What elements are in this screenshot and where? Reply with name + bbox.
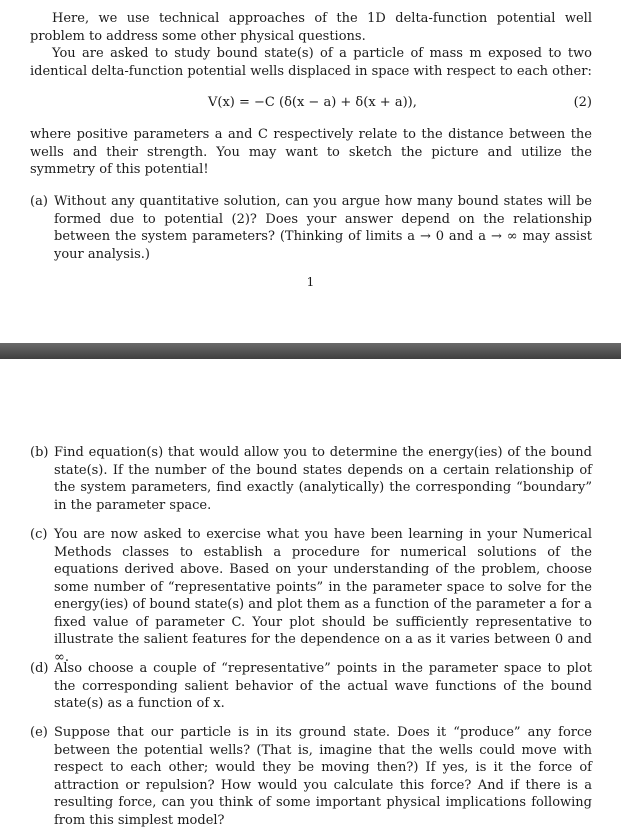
parameters-paragraph: where positive parameters a and C respectively relate to the distance between the wells and their strength. You may want to sketch the picture and utilize the symmetry of this potential!	[30, 127, 592, 177]
task-paragraph: You are asked to study bound state(s) of a particle of mass m exposed to two identical delta-function potential wells displaced in space with respect to each other:	[30, 46, 592, 79]
equation-body: V(x) = −C (δ(x − a) + δ(x + a)),	[208, 95, 417, 110]
question-a-label: (a)	[30, 194, 48, 209]
question-e	[30, 724, 592, 829]
question-d-text: Also choose a couple of “representative” points in the parameter space to plot the corresponding salient behavior of the actual wave functions of the bound state(s) as a function of x.	[54, 661, 592, 711]
question-a-text: Without any quantitative solution, can you argue how many bound states will be formed due to potential (2)? Does your answer depend on the relationship between the system parameters? (Thinking of limits a → 0 and a → ∞ may assist your analysis.)	[54, 194, 592, 262]
question-e-text: Suppose that our particle is in its ground state. Does it “produce” any force between the potential wells? (That is, imagine that the wells could move with respect to each other; would they be moving then?) If yes, is it the force of attraction or repulsion? How would you calculate this force? And if there is a resulting force, can you think of some important physical implications following from this simplest model?	[54, 725, 592, 828]
question-a	[30, 193, 592, 263]
document-page-1	[0, 0, 621, 343]
intro-paragraph: Here, we use technical approaches of the 1D delta-function potential well problem to address some other physical questions.	[30, 11, 592, 44]
question-e-label: (e)	[30, 725, 48, 740]
question-c-text: You are now asked to exercise what you have been learning in your Numerical Methods classes to establish a procedure for numerical solutions of the equations derived above. Based on your understanding of the problem, choose some number of “representative points” in the parameter space to solve for the energy(ies) of bound state(s) and plot them as a function of the parameter a for a fixed value of parameter C. Your plot should be sufficiently representative to illustrate the salient features for the dependence on a as it varies between 0 and ∞.	[54, 527, 592, 665]
question-c	[30, 526, 592, 666]
question-c-label: (c)	[30, 527, 48, 542]
potential-equation	[30, 95, 592, 113]
equation-number: (2)	[573, 95, 592, 110]
question-b-text: Find equation(s) that would allow you to determine the energy(ies) of the bound state(s). If the number of the bound states depends on a certain relationship of the system parameters, find exactly (analytically) the corresponding “boundary” in the parameter space.	[54, 445, 592, 513]
document-page-2	[0, 359, 621, 828]
question-d	[30, 660, 592, 713]
question-b-label: (b)	[30, 445, 49, 460]
page-number: 1	[306, 275, 315, 289]
question-b	[30, 444, 592, 514]
question-d-label: (d)	[30, 661, 49, 676]
page-separator	[0, 343, 621, 359]
